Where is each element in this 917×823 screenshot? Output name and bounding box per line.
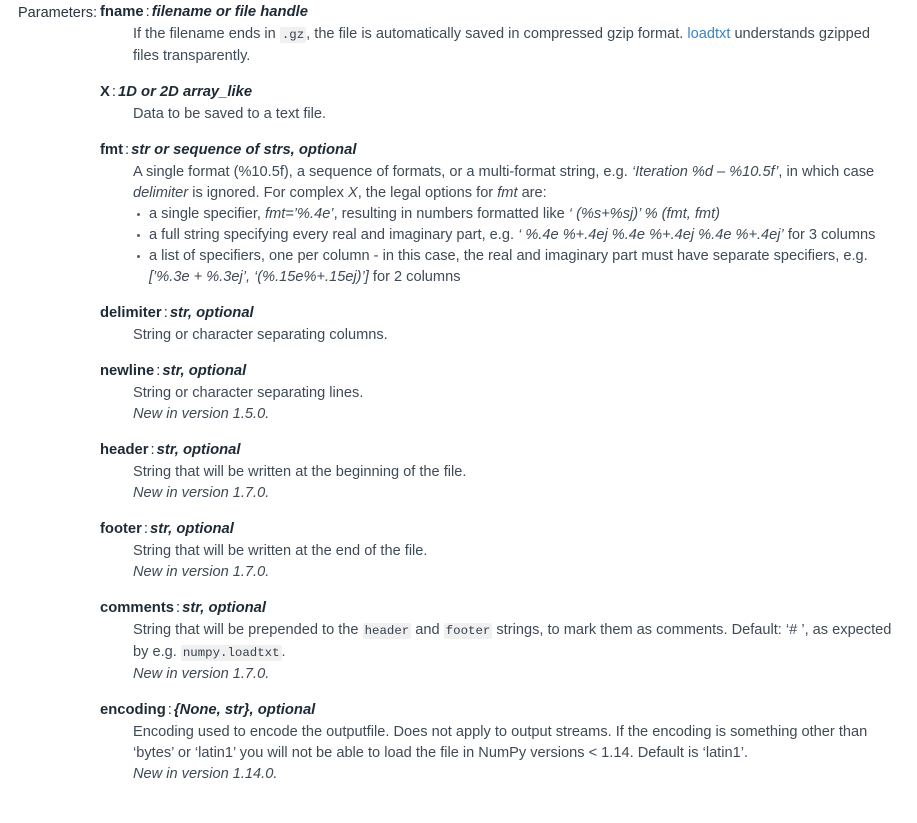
text-fragment: , resulting in numbers formatted like <box>333 206 569 222</box>
parameter-separator: : <box>167 702 172 718</box>
emphasis-format-result: ‘ (%s+%sj)’ % (fmt, fmt) <box>568 206 721 222</box>
emphasis-specifier: [’%.3e + %.3ej’, ‘(%.15e%+.15ej)’] <box>149 269 369 285</box>
emphasis-specifier: ‘ %.4e %+.4ej %.4e %+.4ej %.4e %+.4ej’ <box>518 227 784 243</box>
parameter-term-comments <box>100 598 917 618</box>
parameter-separator: : <box>111 84 116 100</box>
version-added-note: New in version 1.14.0. <box>133 766 278 782</box>
parameter-name-comments: comments <box>100 600 175 616</box>
description-paragraph: String that will be written at the end of the file. <box>133 543 428 559</box>
version-added-note: New in version 1.7.0. <box>133 485 270 501</box>
description-paragraph <box>133 162 893 204</box>
parameter-name-fname: fname <box>100 4 144 20</box>
parameter-type-encoding: {None, str}, optional <box>173 702 316 718</box>
version-added-note: New in version 1.7.0. <box>133 564 270 580</box>
description-paragraph: String that will be written at the beginning of the file. <box>133 464 467 480</box>
parameter-description-footer <box>100 541 893 583</box>
emphasis-fmt: fmt <box>497 185 518 201</box>
text-fragment: If the filename ends in <box>133 26 280 42</box>
text-fragment: for 3 columns <box>783 227 876 243</box>
parameter-type-header: str, optional <box>156 442 241 458</box>
text-fragment: and <box>411 622 444 638</box>
description-paragraph: String or character separating lines. <box>133 385 364 401</box>
parameter-term-footer <box>100 519 917 539</box>
list-item <box>133 225 893 246</box>
parameter-term-fname <box>100 2 917 22</box>
parameter-term-newline <box>100 361 917 381</box>
parameter-entry-delimiter <box>100 303 917 346</box>
code-literal-numpy-loadtxt: numpy.loadtxt <box>182 646 280 660</box>
description-paragraph: Data to be saved to a text file. <box>133 106 327 122</box>
parameter-description-header <box>100 462 893 504</box>
parameter-term-x <box>100 82 917 102</box>
parameter-name-encoding: encoding <box>100 702 166 718</box>
parameter-separator: : <box>176 600 181 616</box>
parameter-term-encoding <box>100 700 917 720</box>
parameters-section-label: Parameters: <box>18 5 97 21</box>
description-paragraph: String or character separating columns. <box>133 327 388 343</box>
parameter-entry-fmt <box>100 140 917 288</box>
code-literal-header: header <box>364 624 410 638</box>
parameter-separator: : <box>156 363 161 379</box>
version-added-note: New in version 1.7.0. <box>133 666 270 682</box>
parameter-name-newline: newline <box>100 363 155 379</box>
text-fragment: , in which case <box>778 164 875 180</box>
parameter-separator: : <box>125 142 130 158</box>
parameter-entry-fname <box>100 2 917 67</box>
parameter-name-footer: footer <box>100 521 142 537</box>
parameter-name-fmt: fmt <box>100 142 124 158</box>
text-fragment: strings, to mark them as comments. Default: ‘# ’, as expected by e.g. <box>133 622 892 660</box>
parameter-term-header <box>100 440 917 460</box>
parameter-entry-comments <box>100 598 917 685</box>
parameter-description-fmt <box>100 162 893 288</box>
parameter-entry-newline <box>100 361 917 425</box>
text-fragment: , the file is automatically saved in compressed gzip format. <box>306 26 688 42</box>
code-literal-footer: footer <box>445 624 491 638</box>
parameter-term-delimiter <box>100 303 917 323</box>
text-fragment: understands gzipped files transparently. <box>133 26 870 64</box>
text-fragment: String that will be prepended to the <box>133 622 363 638</box>
text-fragment: are: <box>517 185 547 201</box>
text-fragment: A single format (%10.5f), a sequence of formats, or a multi-format string, e.g. <box>133 164 632 180</box>
fmt-options-list <box>133 204 893 288</box>
parameter-separator: : <box>143 521 149 537</box>
emphasis-iteration-format: ‘Iteration %d – %10.5f’ <box>631 164 779 180</box>
parameter-type-newline: str, optional <box>162 363 247 379</box>
text-fragment: a full string specifying every real and imaginary part, e.g. <box>149 227 519 243</box>
parameter-type-comments: str, optional <box>182 600 266 616</box>
parameters-block <box>0 2 917 785</box>
parameter-entry-x <box>100 82 917 125</box>
parameter-description-delimiter <box>100 325 893 346</box>
text-fragment: is ignored. For complex <box>188 185 348 201</box>
text-fragment: a list of specifiers, one per column - in this case, the real and imaginary part must have separate specifiers, e.g. <box>149 248 868 264</box>
parameter-entry-footer <box>100 519 917 583</box>
parameter-description-fname <box>100 24 893 67</box>
parameter-separator: : <box>145 4 150 20</box>
emphasis-delimiter: delimiter <box>133 185 189 201</box>
parameter-description-x <box>100 104 893 125</box>
parameter-description-encoding <box>100 722 893 785</box>
parameter-separator: : <box>150 442 155 458</box>
parameter-term-fmt <box>100 140 917 160</box>
emphasis-x: X <box>347 185 358 201</box>
code-literal-gz: .gz <box>281 28 305 42</box>
parameter-description-newline <box>100 383 893 425</box>
list-item <box>133 204 893 225</box>
parameter-type-delimiter: str, optional <box>169 305 254 321</box>
parameter-type-fmt: str or sequence of strs, optional <box>131 142 357 158</box>
link-loadtxt[interactable]: loadtxt <box>687 26 731 42</box>
parameter-type-fname: filename or file handle <box>151 4 308 20</box>
text-fragment: for 2 columns <box>368 269 461 285</box>
parameter-type-footer: str, optional <box>150 521 234 537</box>
parameter-entry-encoding <box>100 700 917 785</box>
parameter-separator: : <box>163 305 168 321</box>
version-added-note: New in version 1.5.0. <box>133 406 270 422</box>
parameter-entry-header <box>100 440 917 504</box>
text-fragment: , the legal options for <box>357 185 498 201</box>
description-paragraph <box>133 620 893 664</box>
emphasis-specifier: fmt=’%.4e’ <box>265 206 334 222</box>
description-paragraph <box>133 24 893 67</box>
text-fragment: . <box>281 644 286 660</box>
list-item <box>133 246 893 288</box>
text-fragment: a single specifier, <box>149 206 266 222</box>
parameter-name-delimiter: delimiter <box>100 305 162 321</box>
parameter-name-header: header <box>100 442 149 458</box>
parameter-definition-list <box>100 2 917 785</box>
parameter-name-x: X <box>100 84 110 100</box>
parameter-description-comments <box>100 620 893 685</box>
parameter-type-x: 1D or 2D array_like <box>118 84 253 100</box>
description-paragraph: Encoding used to encode the outputfile. Does not apply to output streams. If the encoding is something other than ‘bytes’ or ‘latin1’ you will not be able to load the file in NumPy versions < 1.14. Default is ‘latin1’. <box>133 724 868 761</box>
